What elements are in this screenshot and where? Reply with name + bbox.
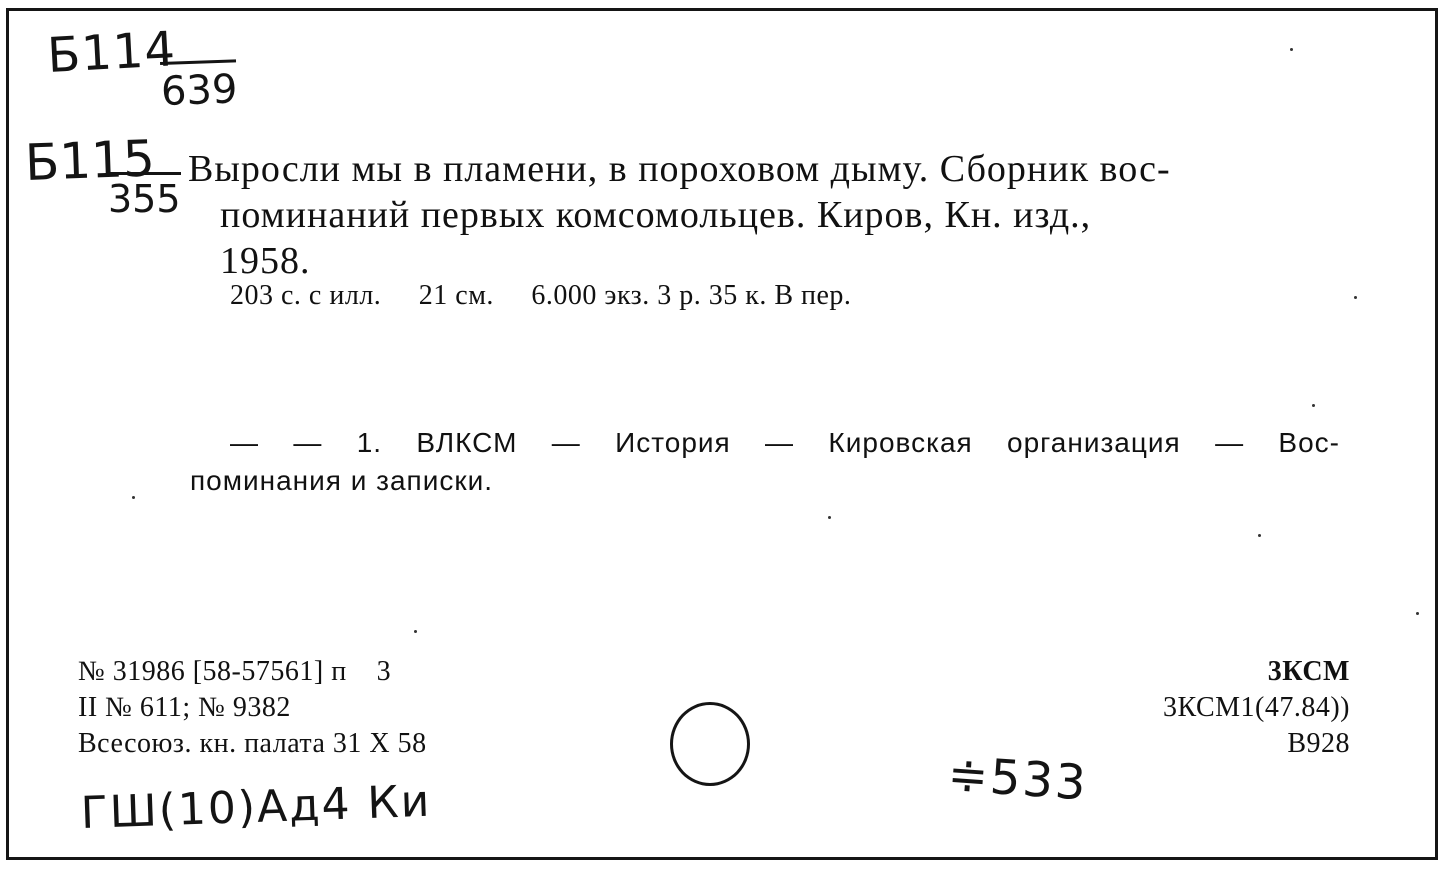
classification-line-2: 3КСМ1(47.84)): [1162, 692, 1350, 723]
speck: [1312, 404, 1315, 407]
subject-line-1: — — 1. ВЛКСМ — История — Кировская организация — Вос-: [230, 427, 1340, 458]
classification-line-1: 3КСМ: [1267, 656, 1350, 687]
catalog-number-line-3: Всесоюз. кн. палата 31 X 58: [78, 728, 427, 759]
speck: [1354, 296, 1357, 299]
speck: [414, 630, 417, 633]
handwritten-note-bottom-right: ≑533: [946, 746, 1090, 812]
speck: [828, 516, 831, 519]
subject-heading: [190, 424, 1340, 500]
classification-line-3: В928: [1287, 728, 1350, 759]
title-line-2: поминаний первых комсомольцев. Киров, Кн. изд.,: [220, 194, 1092, 236]
handwritten-note-bottom-left: ГШ(10)Ад4 Ки: [80, 775, 433, 839]
catalog-numbers: [78, 654, 427, 762]
card-punch-hole: [670, 702, 750, 786]
handwritten-mark-side-sub: 355: [108, 172, 181, 221]
subject-line-2: поминания и записки.: [190, 465, 494, 496]
speck: [1416, 612, 1419, 615]
imprint-line: 203 с. с илл. 21 см. 6.000 экз. 3 р. 35 к. В пер.: [230, 280, 852, 311]
title-line-3: 1958.: [220, 240, 311, 282]
handwritten-mark-top: Б114: [46, 21, 178, 84]
speck: [1290, 48, 1293, 51]
catalog-number-line-1: № 31986 [58-57561] п 3: [78, 656, 392, 687]
handwritten-mark-top-sub: 639: [160, 59, 238, 115]
handwritten-mark-side: Б115: [24, 129, 156, 192]
classification-codes: [1163, 654, 1350, 762]
speck: [132, 496, 135, 499]
catalog-number-line-2: II № 611; № 9382: [78, 692, 291, 723]
bibliographic-description: [188, 146, 1338, 284]
title-line-1: Выросли мы в пламени, в пороховом дыму. Сборник вос-: [188, 148, 1171, 190]
speck: [1258, 534, 1261, 537]
